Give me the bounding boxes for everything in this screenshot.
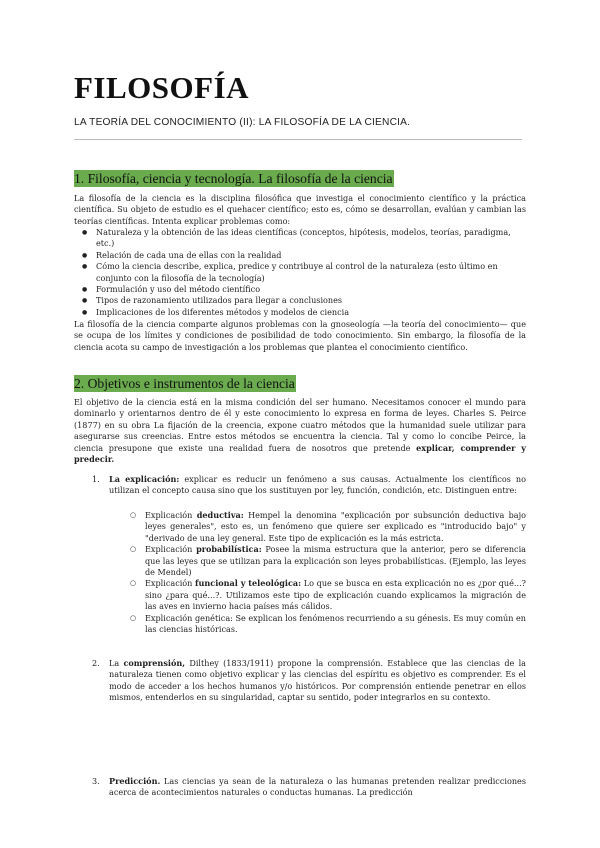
item-bold: Predicción.	[109, 776, 161, 786]
sub-item-prefix: Explicación	[145, 578, 196, 589]
section-1-intro: La filosofía de la ciencia es la disciplina filosófica que investiga el conocimiento científico y la práctica científica. Su objeto de estudio es el quehacer científico; esto es, cómo se desarrollan, evalúan y cambian las teorías científicas. Intenta explicar problemas como:	[74, 193, 526, 226]
numbered-item-1	[92, 474, 526, 497]
item-text: Las ciencias ya sean de la naturaleza o las humanas pretenden realizar predicciones acerca de acontecimientos naturales o conductas humanas. La predicción	[109, 776, 526, 798]
list-item: ● Formulación y uso del método científico	[74, 284, 526, 295]
numbered-item-2	[92, 658, 526, 704]
explanation-types-list	[128, 510, 526, 635]
item-bold: La explicación:	[109, 474, 180, 484]
section-2-intro-text: El objetivo de la ciencia está en la misma condición del ser humano. Necesitamos conocer el mundo para dominarlo y orientarnos dentro de él y este conocimiento lo expresa en forma de leyes. Charles S. Peirce (1877) en su obra La fijación de la creencia, expone cuatro métodos que la humanidad suele utilizar para asegurarse sus creencias. Entre estos métodos se encuentra la ciencia. Tal y como lo concibe Peirce, la ciencia presupone que existe una realidad fuera de nosotros que pretende	[74, 397, 526, 453]
numbered-item-3	[92, 776, 526, 799]
sub-item-text: Posee la misma estructura que la anterior, pero se diferencia que las leyes que se utilizan para la explicación son leyes probabilísticas. (Ejemplo, las leyes de Mendel)	[145, 544, 526, 578]
item-bold: comprensión,	[123, 658, 186, 668]
sub-item-bold: funcional y teleológica:	[195, 578, 302, 589]
section-1-heading-text: 1. Filosofía, ciencia y tecnología. La filosofía de la ciencia	[74, 171, 393, 186]
item-prefix: La	[109, 658, 124, 668]
section-2-heading-text: 2. Objetivos e instrumentos de la ciencia	[74, 376, 295, 391]
sub-item-text: Se explican los fenómenos recurriendo a su génesis. Es muy común en las ciencias históricas.	[145, 612, 527, 635]
item-text: Dilthey (1833/1911) propone la comprensión. Establece que las ciencias de la naturaleza tienen como objetivo explicar y las ciencias del espíritu es objetivo es comprender. Es el modo de acceder a los hechos humanos y/o históricos. Por comprensión entiende penetrar en ellos mismos, entenderlos en su singularidad, captar su sentido, poder integrarlos en su contexto.	[109, 658, 526, 703]
list-item: ● Tipos de razonamiento utilizados para llegar a conclusiones	[74, 295, 526, 306]
section-1-closing: La filosofía de la ciencia comparte algunos problemas con la gnoseología —la teoría del conocimiento— que se ocupa de los límites y condiciones de posibilidad de todo conocimiento. Sin embargo, la filosofía de la ciencia acota su campo de investigación a los problemas que plantea el conocimiento científico.	[74, 319, 526, 352]
item-text: explicar es reducir un fenómeno a sus causas. Actualmente los científicos no utilizan el concepto causa sino que los sustituyen por ley, función, condición, etc. Distinguen entre:	[109, 474, 527, 496]
section-1-heading	[74, 170, 396, 187]
page-title: FILOSOFÍA	[74, 70, 250, 105]
sub-item-bold: deductiva:	[196, 510, 244, 520]
list-item: ● Relación de cada una de ellas con la realidad	[74, 250, 526, 261]
list-item: ● Implicaciones de los diferentes métodos y modelos de ciencia	[74, 307, 526, 318]
item-number: 3.	[92, 776, 100, 786]
page-subtitle: LA TEORÍA DEL CONOCIMIENTO (II): LA FILOSOFÍA DE LA CIENCIA.	[74, 117, 411, 128]
list-item	[128, 613, 526, 636]
section-1-bullet-list	[74, 227, 526, 318]
sub-item-prefix: Explicación	[145, 510, 197, 520]
section-2-heading	[74, 375, 298, 392]
sub-item-text: Hempel la denomina "explicación por subsunción deductiva bajo leyes generales", esto es, un fenómeno que quiere ser explicado es "introducido bajo" y "derivado de una ley general. Este tipo de explicación es la más estricta.	[145, 510, 526, 543]
sub-item-bold: probabilística:	[196, 544, 262, 555]
item-number: 1.	[92, 474, 100, 484]
list-item	[128, 510, 526, 544]
section-2-intro	[74, 397, 526, 465]
sub-item-prefix: Explicación genética:	[145, 612, 233, 623]
horizontal-rule	[74, 139, 522, 140]
list-item	[128, 544, 526, 578]
list-item: ● Naturaleza y la obtención de las ideas científicas (conceptos, hipótesis, modelos, teorías, paradigma, etc.)	[74, 227, 526, 250]
item-number: 2.	[92, 658, 100, 668]
section-2-intro-bold: explicar, comprender y predecir.	[74, 442, 526, 465]
sub-item-prefix: Explicación	[145, 544, 197, 555]
sub-item-text: Lo que se busca en esta explicación no es ¿por qué...? sino ¿para qué...?. Utilizamos este tipo de explicación cuando explicamos la migración de las aves en invierno hacia países más cálidos.	[145, 578, 526, 612]
list-item	[128, 578, 526, 612]
list-item: ● Cómo la ciencia describe, explica, predice y contribuye al control de la naturaleza (esto último en conjunto con la filosofía de la tecnología)	[74, 261, 526, 284]
